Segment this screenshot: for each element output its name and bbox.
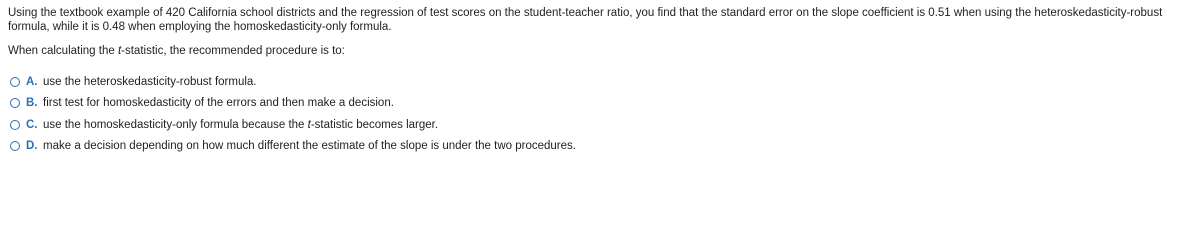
option-text-b: first test for homoskedasticity of the errors and then make a decision. bbox=[43, 97, 394, 110]
option-letter-b: B. bbox=[26, 97, 38, 110]
question-text: Using the textbook example of 420 California school districts and the regression of test scores on the student-teacher ratio, you find that the standard error on the slope coefficient is 0.51 when using the heteroskedasticity-robust formula, while it is 0.48 when employing the homoskedasticity-only formula. bbox=[8, 7, 1163, 33]
option-c-italic-t: t bbox=[307, 118, 311, 131]
option-d[interactable] bbox=[8, 136, 576, 158]
radio-button-a[interactable] bbox=[10, 77, 20, 87]
option-letter-a: A. bbox=[26, 75, 38, 88]
radio-button-d[interactable] bbox=[10, 141, 20, 151]
option-a[interactable] bbox=[8, 71, 576, 93]
question-prompt bbox=[8, 44, 345, 58]
option-text-a: use the heteroskedasticity-robust formula. bbox=[43, 75, 257, 88]
option-text-c bbox=[43, 118, 438, 132]
answer-options bbox=[8, 71, 576, 157]
option-c-text-before: use the homoskedasticity-only formula because the bbox=[43, 118, 308, 131]
option-b[interactable] bbox=[8, 93, 576, 115]
option-letter-c: C. bbox=[26, 118, 38, 131]
option-c-text-after: -statistic becomes larger. bbox=[310, 118, 439, 131]
radio-button-b[interactable] bbox=[10, 98, 20, 108]
prompt-text-before: When calculating the bbox=[8, 45, 118, 57]
option-c[interactable] bbox=[8, 114, 576, 136]
prompt-text-after: -statistic, the recommended procedure is to: bbox=[121, 45, 345, 57]
option-letter-d: D. bbox=[26, 140, 38, 153]
prompt-italic-t: t bbox=[117, 45, 122, 57]
radio-button-c[interactable] bbox=[10, 120, 20, 130]
option-text-d: make a decision depending on how much different the estimate of the slope is under the two procedures. bbox=[43, 140, 576, 153]
